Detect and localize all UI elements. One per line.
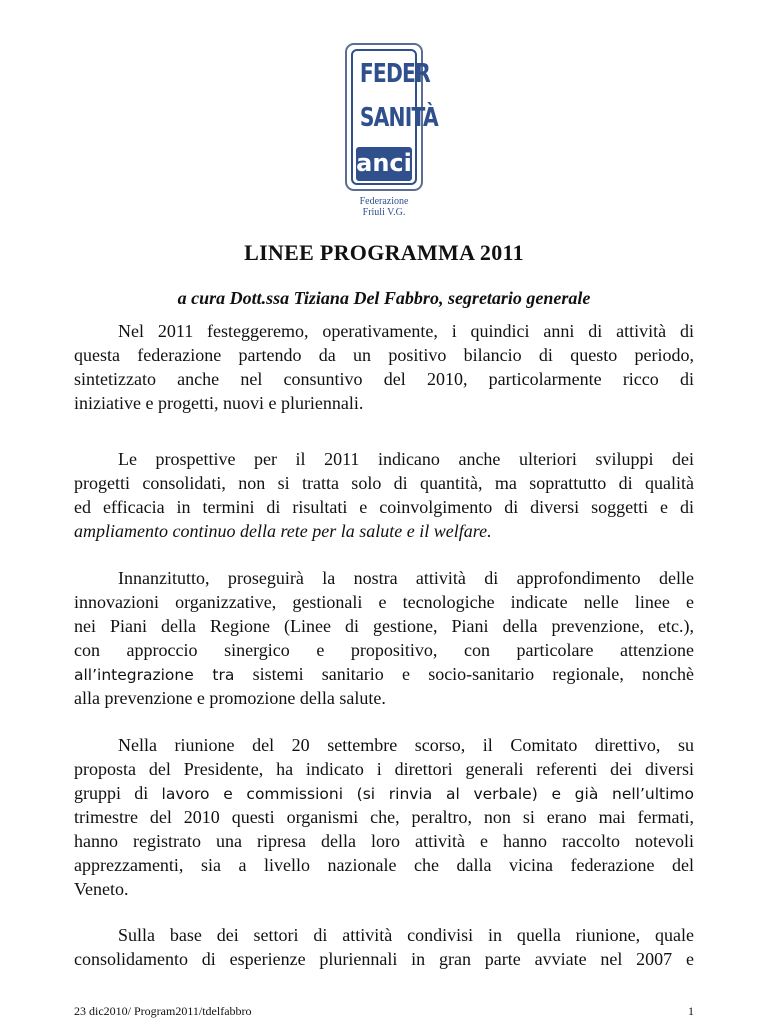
p5-line-2: consolidamento di esperienze pluriennali in gran parte avviate nel 2007 e — [74, 949, 694, 969]
p4-line-3 — [74, 782, 694, 805]
logo-word-anci: anci — [356, 147, 412, 181]
p3-line-2: innovazioni organizzative, gestionali e tecnologiche indicate nelle linee e — [74, 592, 694, 612]
p2-line-1: Le prospettive per il 2011 indicano anche ulteriori sviluppi dei — [118, 449, 694, 469]
p4-line-1: Nella riunione del 20 settembre scorso, il Comitato direttivo, su — [118, 735, 694, 755]
p2-line-4 — [74, 520, 694, 543]
logo-caption-line1: Federazione — [359, 196, 409, 207]
p1-line-4: iniziative e progetti, nuovi e pluriennali. — [74, 393, 364, 413]
p4-line-5: hanno registrato una ripresa della loro attività e hanno raccolto notevoli — [74, 831, 694, 851]
page-number: 1 — [688, 1004, 694, 1018]
logo-caption — [334, 196, 434, 218]
p5-line-1: Sulla base dei settori di attività condivisi in quella riunione, quale — [118, 925, 694, 945]
p3-line-5 — [74, 663, 694, 686]
federsanita-anci-logo — [345, 43, 438, 191]
document-subtitle: a cura Dott.ssa Tiziana Del Fabbro, segretario generale — [177, 288, 591, 308]
p3-line-5-text: sistemi sanitario e socio-sanitario regionale, nonchè — [252, 664, 695, 684]
logo-frame — [351, 49, 438, 185]
p4-line-3-text: gruppi di — [74, 783, 149, 803]
logo-word-feder: FEDER — [359, 59, 430, 89]
p3-line-6: alla prevenzione e promozione della salute. — [74, 688, 386, 708]
p4-line-2: proposta del Presidente, ha indicato i direttori generali referenti dei diversi — [74, 759, 694, 779]
p3-sans-text: all’integrazione tra — [74, 666, 235, 684]
p4-line-7: Veneto. — [74, 879, 129, 899]
p3-line-1: Innanzitutto, proseguirà la nostra attività di approfondimento delle — [118, 568, 694, 588]
p3-line-3: nei Piani della Regione (Linee di gestione, Piani della prevenzione, etc.), — [74, 616, 694, 636]
p2-italic-text: ampliamento continuo della rete per la salute e il welfare. — [74, 521, 492, 541]
p3-line-4: con approccio sinergico e propositivo, con particolare attenzione — [74, 640, 694, 660]
p4-line-6: apprezzamenti, sia a livello nazionale che dalla vicina federazione del — [74, 855, 694, 875]
p1-line-1: Nel 2011 festeggeremo, operativamente, i quindici anni di attività di — [118, 321, 694, 341]
p4-line-4: trimestre del 2010 questi organismi che, peraltro, non si erano mai fermati, — [74, 807, 694, 827]
logo-caption-line2: Friuli V.G. — [362, 207, 406, 218]
p2-line-2: progetti consolidati, non si tratta solo di quantità, ma soprattutto di qualità — [74, 473, 694, 493]
p1-line-2: questa federazione partendo da un positivo bilancio di questo periodo, — [74, 345, 694, 365]
p4-sans-text: lavoro e commissioni (si rinvia al verbale) e già nell’ultimo — [161, 785, 695, 803]
p2-line-3: ed efficacia in termini di risultati e coinvolgimento di diversi soggetti e di — [74, 497, 694, 517]
document-title: LINEE PROGRAMMA 2011 — [244, 240, 524, 265]
p1-line-3: sintetizzato anche nel consuntivo del 2010, particolarmente ricco di — [74, 369, 694, 389]
logo-word-sanita: SANITÀ — [359, 103, 438, 133]
footer-reference: 23 dic2010/ Program2011/tdelfabbro — [74, 1004, 252, 1018]
